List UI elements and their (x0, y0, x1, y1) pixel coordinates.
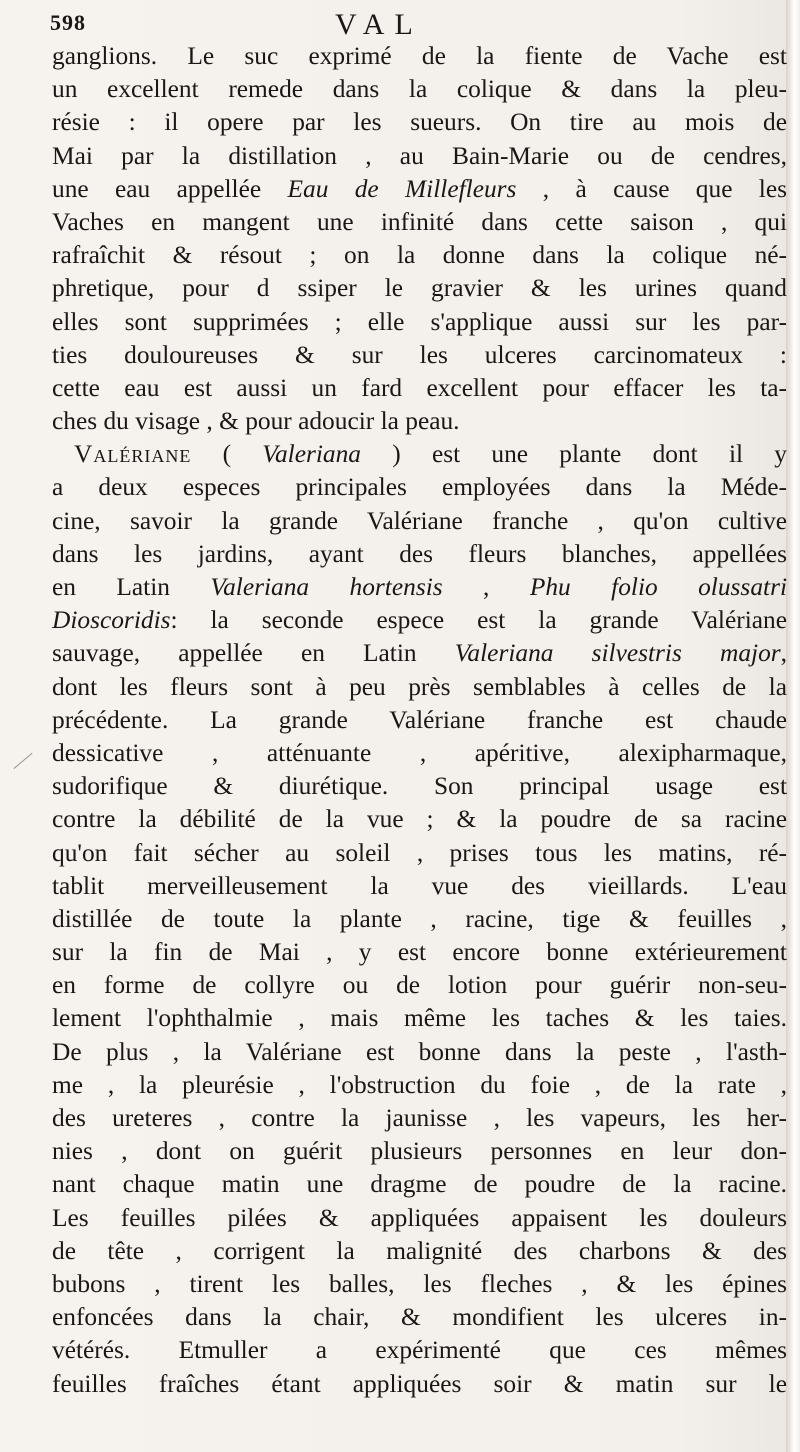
margin-mark (14, 753, 35, 771)
text-line: en Latin Valeriana hortensis , Phu folio olussatri (52, 573, 787, 601)
text-line: précédente. La grande Valériane franche est chaude (52, 705, 787, 734)
text-line: elles sont supprimées ; elle s'applique aussi sur les par- (52, 307, 787, 336)
text-line: ganglions. Le suc exprimé de la fiente de Vache est (52, 42, 787, 70)
text-line: Les feuilles pilées & appliquées appaisent les douleurs (52, 1203, 787, 1232)
text-line: Mai par la distillation , au Bain-Marie ou de cendres, (52, 141, 787, 170)
text-line: ches du visage , & pour adoucir la peau. (52, 407, 460, 436)
text-line: nies , dont on guérit plusieurs personnes en leur don- (52, 1137, 787, 1166)
text-line: distillée de toute la plante , racine, tige & feuilles , (52, 904, 787, 933)
page-header (50, 8, 770, 42)
text-line: sauvage, appellée en Latin Valeriana silvestris major, (52, 639, 788, 668)
italic-term: Valeriana silvestris major (454, 639, 781, 668)
page-number: 598 (50, 10, 86, 35)
text-line: des ureteres , contre la jaunisse , les vapeurs, les her- (52, 1104, 787, 1132)
text-line: bubons , tirent les balles, les fleches , & les épines (52, 1269, 787, 1298)
italic-term: Phu folio olussatri (529, 573, 787, 601)
text-line: ties douloureuses & sur les ulceres carcinomateux : (52, 340, 787, 369)
text-line: Valériane ( Valeriana ) est une plante dont il y (74, 440, 787, 469)
text-line: sudorifique & diurétique. Son principal usage est (52, 772, 787, 801)
text-line: un excellent remede dans la colique & dans la pleu- (52, 75, 787, 104)
text-line: dont les fleurs sont à peu près semblables à celles de la (52, 672, 787, 701)
text-line: De plus , la Valériane est bonne dans la peste , l'asth- (52, 1037, 787, 1066)
page-edge (786, 0, 800, 1452)
text-line: cine, savoir la grande Valériane franche , qu'on cultive (52, 506, 787, 535)
italic-term: Dioscoridis (52, 606, 171, 635)
text-line: sur la fin de Mai , y est encore bonne extérieurement (52, 938, 787, 967)
entry-headword: Valériane (74, 440, 192, 469)
text-line: cette eau est aussi un fard excellent pour effacer les ta- (52, 373, 787, 402)
text-line: dessicative , atténuante , apéritive, alexipharmaque, (52, 738, 787, 767)
text-line: résie : il opere par les sueurs. On tire au mois de (52, 108, 787, 137)
text-line: une eau appellée Eau de Millefleurs , à cause que les (52, 174, 788, 203)
text-line: qu'on fait sécher au soleil , prises tous les matins, ré- (52, 838, 787, 867)
text-line: lement l'ophthalmie , mais même les taches & les taies. (52, 1004, 787, 1033)
running-head: VAL (335, 8, 423, 41)
text-line: de tête , corrigent la malignité des charbons & des (52, 1236, 787, 1265)
italic-term: Eau de Millefleurs (287, 174, 517, 203)
text-line: dans les jardins, ayant des fleurs blanches, appellées (52, 539, 787, 568)
text-line: a deux especes principales employées dans la Méde- (52, 473, 787, 502)
italic-term: Valeriana (262, 440, 362, 469)
italic-term: Valeriana hortensis (210, 573, 443, 601)
text-line: en forme de collyre ou de lotion pour guérir non-seu- (52, 971, 787, 1000)
body-text (52, 40, 787, 1401)
text-line: Dioscoridis: la seconde espece est la grande Valériane (52, 606, 787, 635)
text-line: nant chaque matin une dragme de poudre de la racine. (52, 1170, 787, 1199)
text-line: me , la pleurésie , l'obstruction du foie , de la rate , (52, 1070, 787, 1099)
text-line: contre la débilité de la vue ; & la poudre de sa racine (52, 805, 787, 834)
text-line: feuilles fraîches étant appliquées soir & matin sur le (52, 1369, 787, 1398)
text-line: tablit merveilleusement la vue des vieillards. L'eau (52, 871, 787, 900)
text-line: vétérés. Etmuller a expérimenté que ces mêmes (52, 1336, 787, 1365)
text-line: Vaches en mangent une infinité dans cette saison , qui (52, 207, 787, 236)
text-line: rafraîchit & résout ; on la donne dans la colique né- (52, 241, 787, 270)
text-line: phretique, pour d ssiper le gravier & les urines quand (52, 274, 787, 303)
text-line: enfoncées dans la chair, & mondifient les ulceres in- (52, 1303, 787, 1332)
